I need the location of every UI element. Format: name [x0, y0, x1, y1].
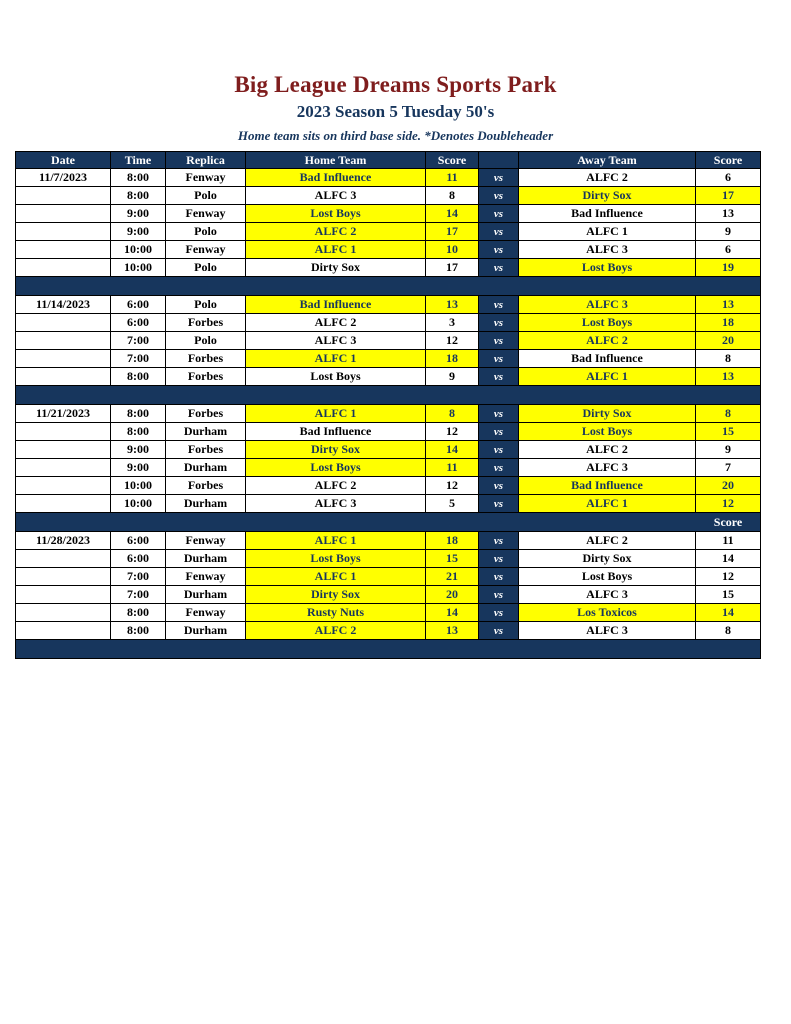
- schedule-table-body: [16, 169, 761, 659]
- date-cell: [16, 187, 111, 205]
- vs-cell: vs: [479, 495, 519, 513]
- header-vs: [479, 152, 519, 169]
- away-score-cell: 18: [696, 314, 761, 332]
- away-team-cell: Los Toxicos: [519, 604, 696, 622]
- replica-cell: Durham: [166, 459, 246, 477]
- game-row: [16, 550, 761, 568]
- vs-cell: vs: [479, 314, 519, 332]
- home-team-cell: ALFC 1: [246, 568, 426, 586]
- vs-cell: vs: [479, 296, 519, 314]
- home-score-cell: 11: [426, 169, 479, 187]
- away-score-cell: 6: [696, 241, 761, 259]
- game-row: [16, 169, 761, 187]
- time-cell: 6:00: [111, 550, 166, 568]
- date-cell: [16, 332, 111, 350]
- home-score-cell: 18: [426, 532, 479, 550]
- time-cell: 6:00: [111, 314, 166, 332]
- home-score-cell: 15: [426, 550, 479, 568]
- away-team-cell: Lost Boys: [519, 314, 696, 332]
- home-team-cell: ALFC 2: [246, 314, 426, 332]
- replica-cell: Fenway: [166, 169, 246, 187]
- home-team-cell: ALFC 1: [246, 532, 426, 550]
- time-cell: 7:00: [111, 586, 166, 604]
- home-score-cell: 17: [426, 223, 479, 241]
- date-cell: [16, 586, 111, 604]
- header-home-team: Home Team: [246, 152, 426, 169]
- header-away-team: Away Team: [519, 152, 696, 169]
- vs-cell: vs: [479, 405, 519, 423]
- home-score-cell: 20: [426, 586, 479, 604]
- vs-cell: vs: [479, 423, 519, 441]
- away-team-cell: Lost Boys: [519, 568, 696, 586]
- time-cell: 9:00: [111, 223, 166, 241]
- home-team-cell: Dirty Sox: [246, 586, 426, 604]
- date-cell: 11/14/2023: [16, 296, 111, 314]
- away-score-cell: 11: [696, 532, 761, 550]
- away-team-cell: Bad Influence: [519, 477, 696, 495]
- date-cell: [16, 223, 111, 241]
- time-cell: 8:00: [111, 187, 166, 205]
- game-row: [16, 259, 761, 277]
- date-cell: [16, 622, 111, 640]
- time-cell: 8:00: [111, 622, 166, 640]
- home-team-cell: ALFC 2: [246, 622, 426, 640]
- header-away-score: Score: [696, 152, 761, 169]
- header-time: Time: [111, 152, 166, 169]
- vs-cell: vs: [479, 205, 519, 223]
- away-score-cell: 13: [696, 368, 761, 386]
- away-score-cell: 14: [696, 550, 761, 568]
- replica-cell: Polo: [166, 223, 246, 241]
- date-cell: 11/21/2023: [16, 405, 111, 423]
- home-score-cell: 17: [426, 259, 479, 277]
- away-score-cell: 9: [696, 223, 761, 241]
- away-team-cell: ALFC 2: [519, 169, 696, 187]
- vs-cell: vs: [479, 586, 519, 604]
- date-cell: 11/28/2023: [16, 532, 111, 550]
- home-team-cell: ALFC 3: [246, 187, 426, 205]
- replica-cell: Forbes: [166, 368, 246, 386]
- home-team-cell: Lost Boys: [246, 459, 426, 477]
- game-row: [16, 532, 761, 550]
- time-cell: 6:00: [111, 296, 166, 314]
- home-score-cell: 14: [426, 441, 479, 459]
- replica-cell: Forbes: [166, 477, 246, 495]
- time-cell: 7:00: [111, 568, 166, 586]
- vs-cell: vs: [479, 169, 519, 187]
- away-team-cell: Dirty Sox: [519, 187, 696, 205]
- time-cell: 10:00: [111, 259, 166, 277]
- home-team-cell: ALFC 3: [246, 495, 426, 513]
- game-row: [16, 350, 761, 368]
- date-cell: [16, 350, 111, 368]
- game-row: [16, 205, 761, 223]
- replica-cell: Fenway: [166, 604, 246, 622]
- away-team-cell: ALFC 3: [519, 622, 696, 640]
- home-score-cell: 12: [426, 423, 479, 441]
- date-cell: [16, 459, 111, 477]
- date-cell: [16, 604, 111, 622]
- replica-cell: Forbes: [166, 441, 246, 459]
- separator-score-label: [696, 386, 761, 405]
- home-team-cell: ALFC 2: [246, 477, 426, 495]
- vs-cell: vs: [479, 259, 519, 277]
- home-team-cell: ALFC 2: [246, 223, 426, 241]
- home-score-cell: 10: [426, 241, 479, 259]
- date-cell: 11/7/2023: [16, 169, 111, 187]
- home-team-cell: Bad Influence: [246, 423, 426, 441]
- vs-cell: vs: [479, 532, 519, 550]
- away-score-cell: 20: [696, 477, 761, 495]
- game-row: [16, 314, 761, 332]
- page-subtitle: 2023 Season 5 Tuesday 50's: [296, 102, 495, 121]
- game-row: [16, 368, 761, 386]
- replica-cell: Forbes: [166, 350, 246, 368]
- date-cell: [16, 314, 111, 332]
- game-row: [16, 241, 761, 259]
- header-date: Date: [16, 152, 111, 169]
- time-cell: 9:00: [111, 205, 166, 223]
- home-team-cell: Dirty Sox: [246, 441, 426, 459]
- home-score-cell: 18: [426, 350, 479, 368]
- game-row: [16, 568, 761, 586]
- home-score-cell: 9: [426, 368, 479, 386]
- away-score-cell: 8: [696, 622, 761, 640]
- date-cell: [16, 477, 111, 495]
- time-cell: 7:00: [111, 350, 166, 368]
- away-team-cell: ALFC 2: [519, 532, 696, 550]
- week-separator-row: [16, 640, 761, 659]
- time-cell: 10:00: [111, 477, 166, 495]
- away-team-cell: ALFC 1: [519, 368, 696, 386]
- game-row: [16, 332, 761, 350]
- home-team-cell: ALFC 1: [246, 241, 426, 259]
- time-cell: 8:00: [111, 169, 166, 187]
- vs-cell: vs: [479, 350, 519, 368]
- vs-cell: vs: [479, 604, 519, 622]
- vs-cell: vs: [479, 568, 519, 586]
- replica-cell: Fenway: [166, 205, 246, 223]
- away-score-cell: 8: [696, 350, 761, 368]
- home-score-cell: 5: [426, 495, 479, 513]
- away-team-cell: Bad Influence: [519, 205, 696, 223]
- separator-band: [16, 277, 696, 296]
- game-row: [16, 622, 761, 640]
- game-row: [16, 187, 761, 205]
- replica-cell: Durham: [166, 586, 246, 604]
- vs-cell: vs: [479, 477, 519, 495]
- replica-cell: Fenway: [166, 568, 246, 586]
- game-row: [16, 459, 761, 477]
- game-row: [16, 423, 761, 441]
- home-score-cell: 8: [426, 187, 479, 205]
- away-score-cell: 13: [696, 296, 761, 314]
- replica-cell: Polo: [166, 332, 246, 350]
- header-replica: Replica: [166, 152, 246, 169]
- date-cell: [16, 368, 111, 386]
- replica-cell: Fenway: [166, 532, 246, 550]
- header-home-score: Score: [426, 152, 479, 169]
- home-team-cell: ALFC 1: [246, 405, 426, 423]
- vs-cell: vs: [479, 332, 519, 350]
- week-separator-row: [16, 513, 761, 532]
- away-score-cell: 13: [696, 205, 761, 223]
- vs-cell: vs: [479, 187, 519, 205]
- away-score-cell: 19: [696, 259, 761, 277]
- away-score-cell: 14: [696, 604, 761, 622]
- replica-cell: Polo: [166, 187, 246, 205]
- replica-cell: Durham: [166, 423, 246, 441]
- away-score-cell: 6: [696, 169, 761, 187]
- home-score-cell: 8: [426, 405, 479, 423]
- date-cell: [16, 550, 111, 568]
- away-team-cell: ALFC 3: [519, 586, 696, 604]
- vs-cell: vs: [479, 368, 519, 386]
- away-score-cell: 15: [696, 423, 761, 441]
- home-team-cell: Bad Influence: [246, 169, 426, 187]
- game-row: [16, 296, 761, 314]
- page-note: Home team sits on third base side. *Denotes Doubleheader: [237, 128, 554, 143]
- home-score-cell: 13: [426, 296, 479, 314]
- away-score-cell: 17: [696, 187, 761, 205]
- away-score-cell: 20: [696, 332, 761, 350]
- date-cell: [16, 259, 111, 277]
- time-cell: 10:00: [111, 495, 166, 513]
- home-score-cell: 13: [426, 622, 479, 640]
- time-cell: 8:00: [111, 405, 166, 423]
- home-score-cell: 14: [426, 604, 479, 622]
- game-row: [16, 405, 761, 423]
- date-cell: [16, 495, 111, 513]
- replica-cell: Durham: [166, 622, 246, 640]
- date-cell: [16, 205, 111, 223]
- game-row: [16, 441, 761, 459]
- time-cell: 8:00: [111, 423, 166, 441]
- away-team-cell: Bad Influence: [519, 350, 696, 368]
- time-cell: 9:00: [111, 441, 166, 459]
- replica-cell: Durham: [166, 550, 246, 568]
- game-row: [16, 586, 761, 604]
- replica-cell: Forbes: [166, 314, 246, 332]
- time-cell: 9:00: [111, 459, 166, 477]
- away-score-cell: 15: [696, 586, 761, 604]
- away-team-cell: Lost Boys: [519, 259, 696, 277]
- home-team-cell: Lost Boys: [246, 550, 426, 568]
- game-row: [16, 495, 761, 513]
- time-cell: 7:00: [111, 332, 166, 350]
- date-cell: [16, 423, 111, 441]
- game-row: [16, 223, 761, 241]
- separator-band: [16, 640, 696, 659]
- time-cell: 6:00: [111, 532, 166, 550]
- replica-cell: Forbes: [166, 405, 246, 423]
- replica-cell: Polo: [166, 259, 246, 277]
- home-score-cell: 12: [426, 477, 479, 495]
- home-score-cell: 12: [426, 332, 479, 350]
- away-score-cell: 12: [696, 495, 761, 513]
- week-separator-row: [16, 277, 761, 296]
- time-cell: 8:00: [111, 368, 166, 386]
- away-team-cell: ALFC 1: [519, 223, 696, 241]
- replica-cell: Fenway: [166, 241, 246, 259]
- away-team-cell: ALFC 2: [519, 441, 696, 459]
- home-team-cell: ALFC 3: [246, 332, 426, 350]
- away-team-cell: ALFC 1: [519, 495, 696, 513]
- vs-cell: vs: [479, 550, 519, 568]
- away-team-cell: Dirty Sox: [519, 550, 696, 568]
- week-separator-row: [16, 386, 761, 405]
- home-team-cell: Lost Boys: [246, 368, 426, 386]
- away-team-cell: ALFC 3: [519, 296, 696, 314]
- home-team-cell: ALFC 1: [246, 350, 426, 368]
- separator-score-label: [696, 277, 761, 296]
- away-score-cell: 8: [696, 405, 761, 423]
- away-score-cell: 9: [696, 441, 761, 459]
- home-team-cell: Lost Boys: [246, 205, 426, 223]
- home-team-cell: Rusty Nuts: [246, 604, 426, 622]
- home-team-cell: Dirty Sox: [246, 259, 426, 277]
- date-cell: [16, 568, 111, 586]
- away-team-cell: ALFC 3: [519, 241, 696, 259]
- away-team-cell: ALFC 2: [519, 332, 696, 350]
- home-score-cell: 11: [426, 459, 479, 477]
- game-row: [16, 477, 761, 495]
- separator-band: [16, 513, 696, 532]
- date-cell: [16, 441, 111, 459]
- schedule-table: [15, 151, 761, 659]
- date-cell: [16, 241, 111, 259]
- vs-cell: vs: [479, 441, 519, 459]
- separator-score-label: Score: [696, 513, 761, 532]
- table-header-row: [16, 152, 761, 169]
- away-team-cell: Dirty Sox: [519, 405, 696, 423]
- home-score-cell: 3: [426, 314, 479, 332]
- home-score-cell: 21: [426, 568, 479, 586]
- vs-cell: vs: [479, 241, 519, 259]
- away-score-cell: 7: [696, 459, 761, 477]
- time-cell: 10:00: [111, 241, 166, 259]
- replica-cell: Polo: [166, 296, 246, 314]
- home-team-cell: Bad Influence: [246, 296, 426, 314]
- vs-cell: vs: [479, 223, 519, 241]
- separator-score-label: [696, 640, 761, 659]
- away-team-cell: Lost Boys: [519, 423, 696, 441]
- away-score-cell: 12: [696, 568, 761, 586]
- vs-cell: vs: [479, 459, 519, 477]
- time-cell: 8:00: [111, 604, 166, 622]
- separator-band: [16, 386, 696, 405]
- vs-cell: vs: [479, 622, 519, 640]
- home-score-cell: 14: [426, 205, 479, 223]
- game-row: [16, 604, 761, 622]
- replica-cell: Durham: [166, 495, 246, 513]
- away-team-cell: ALFC 3: [519, 459, 696, 477]
- page-title: Big League Dreams Sports Park: [234, 72, 557, 97]
